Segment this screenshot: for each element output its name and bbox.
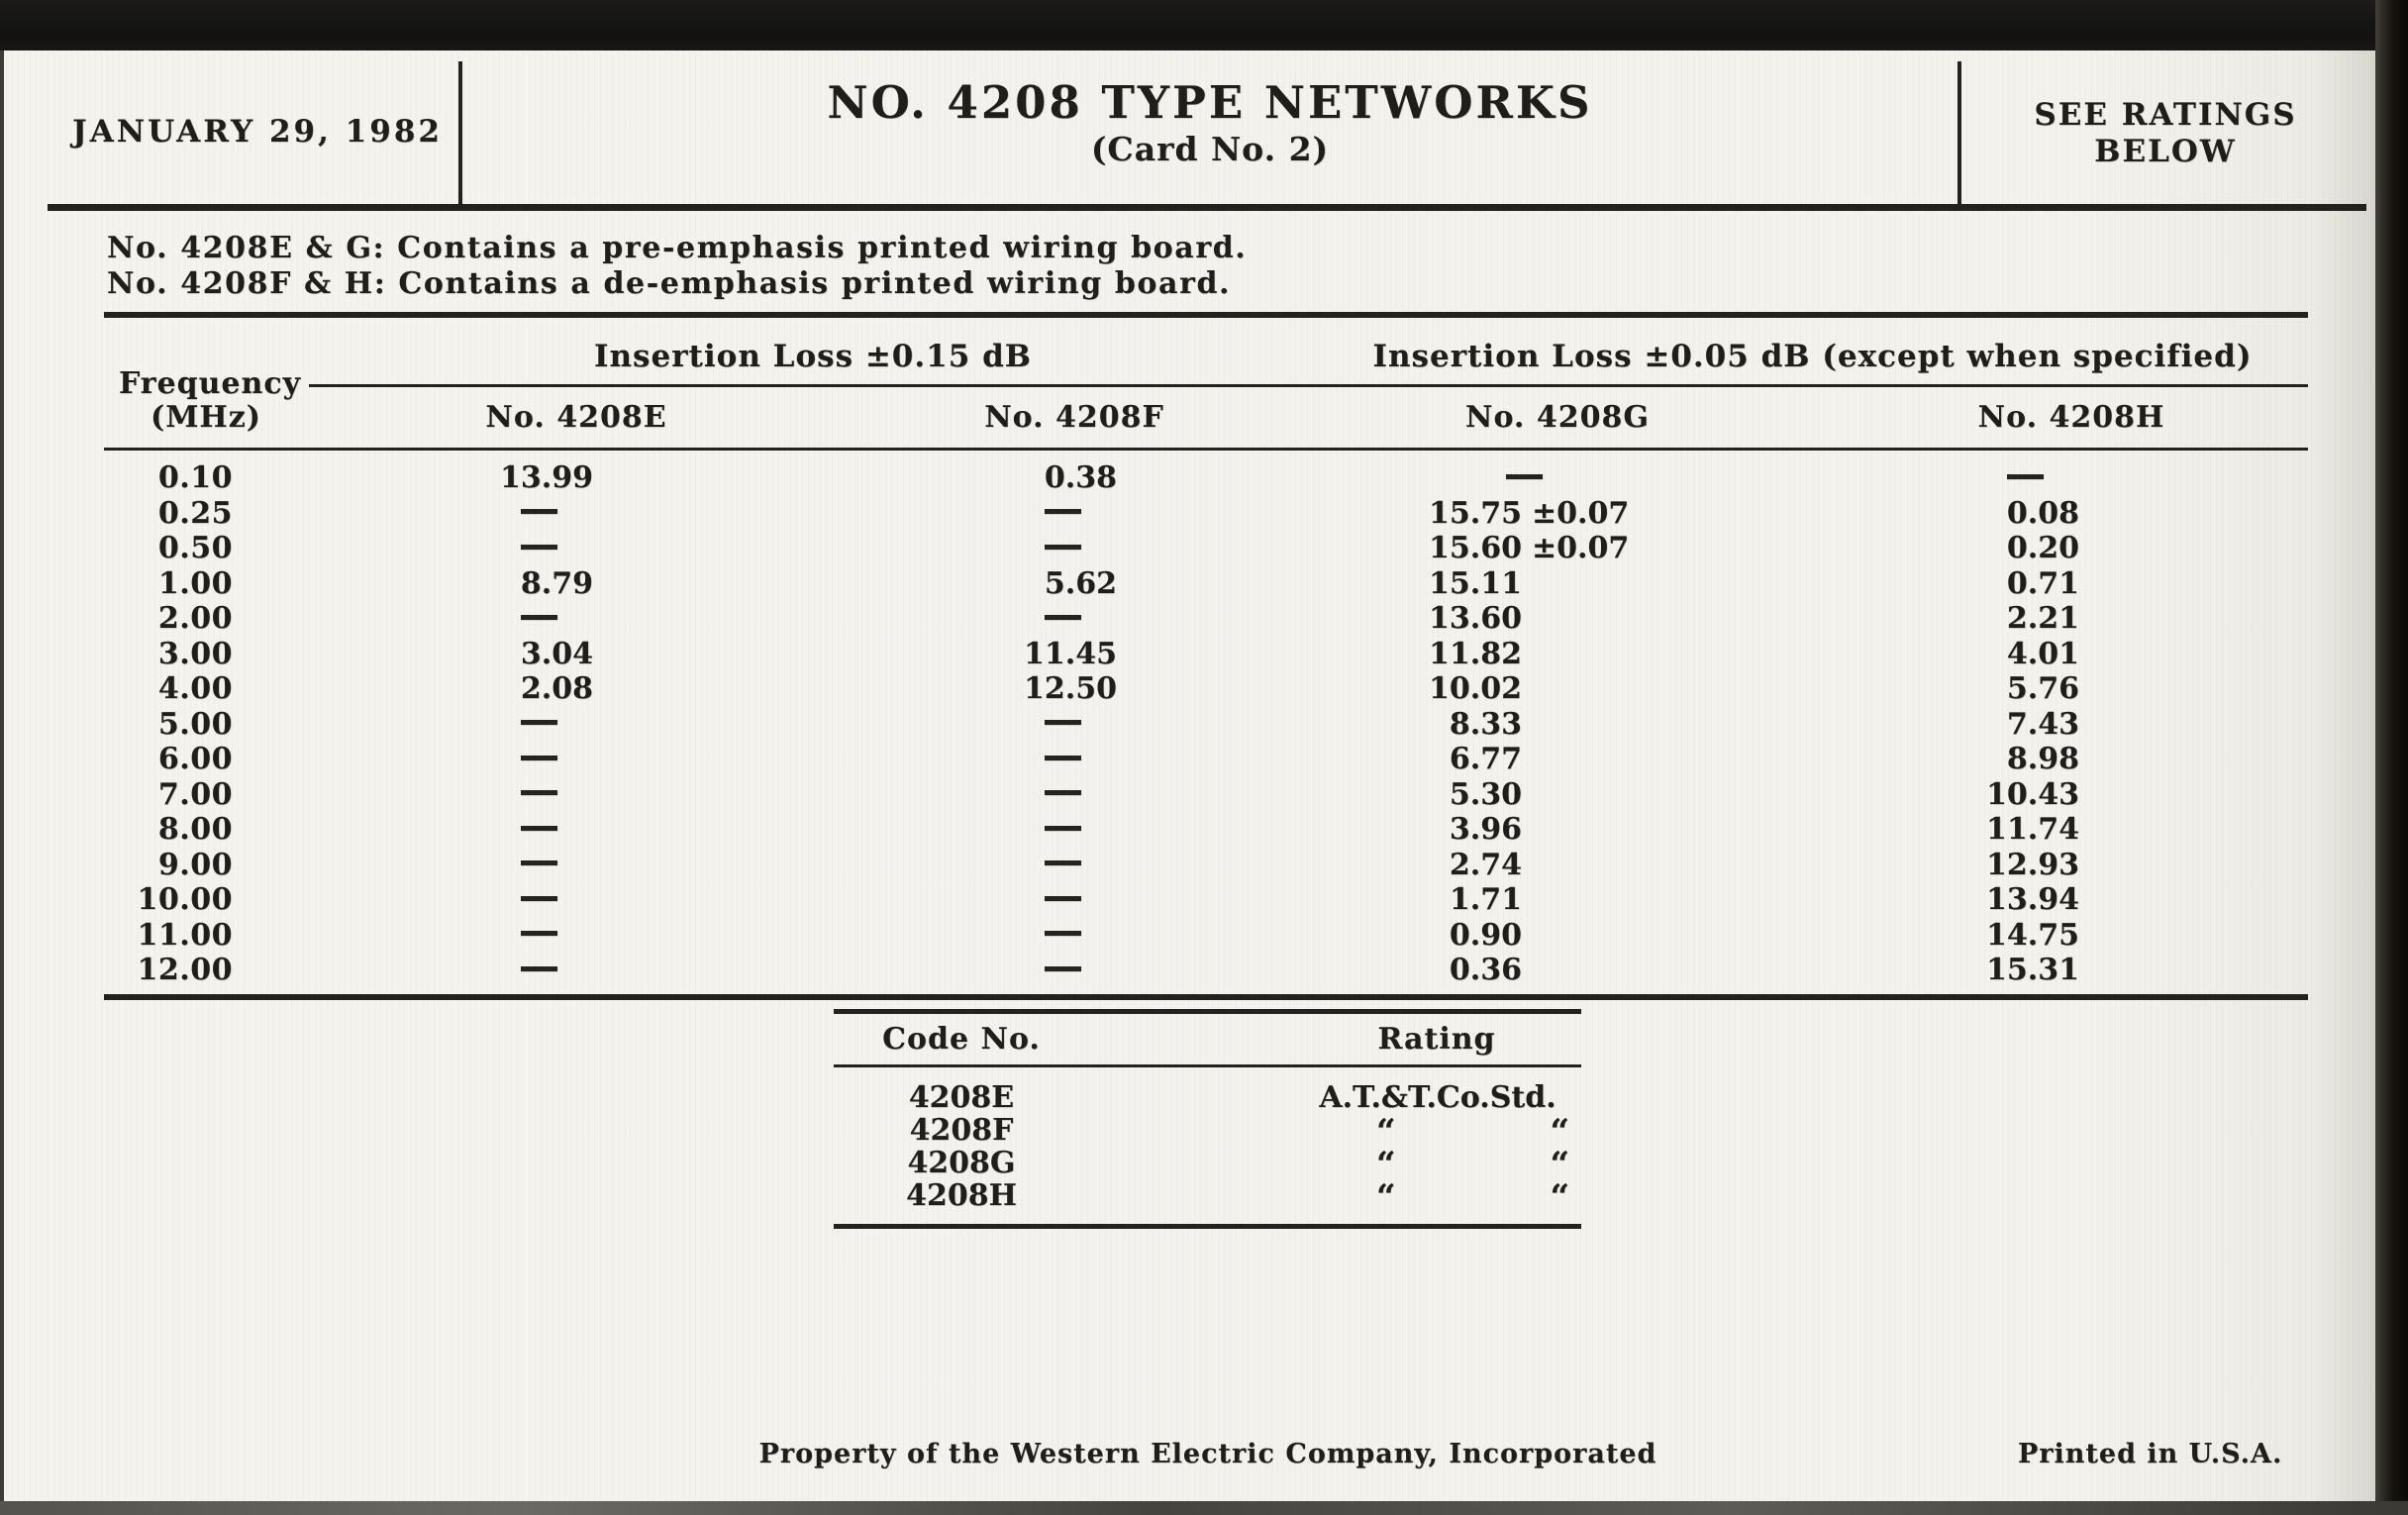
table-row — [0, 602, 2408, 636]
cell-4208e: 2.08 — [520, 671, 593, 706]
cell-4208e — [484, 778, 593, 812]
see-ratings-line2: BELOW — [2094, 134, 2237, 169]
table-row — [0, 849, 2408, 882]
frequency-cell: 12.00 — [137, 953, 233, 987]
ditto-mark: “ — [1376, 1177, 1396, 1217]
no-value-dash — [1045, 790, 1081, 795]
cell-4208g — [1411, 919, 1637, 953]
table-row — [0, 461, 2408, 495]
cell-4208g — [1411, 602, 1637, 636]
no-value-dash — [1045, 615, 1081, 620]
table-row — [0, 672, 2408, 706]
cell-4208h: 2.21 — [2006, 601, 2079, 636]
tolerance-value: ±0.07 — [1532, 531, 1630, 565]
rating-code-cell: 4208H — [906, 1178, 1017, 1213]
no-value-dash — [521, 509, 557, 514]
insertion-loss-value: 0.36 — [1449, 953, 1522, 987]
cell-4208h: 4.01 — [2006, 636, 2079, 671]
rating-code-cell: 4208E — [908, 1080, 1015, 1115]
frequency-cell: 6.00 — [157, 742, 233, 776]
card-subtitle: (Card No. 2) — [1090, 130, 1330, 168]
no-value-dash — [1045, 509, 1081, 514]
cell-4208e — [484, 497, 593, 531]
no-value-dash — [521, 896, 557, 901]
cell-4208h: 12.93 — [1986, 847, 2079, 882]
issue-date: JANUARY 29, 1982 — [72, 114, 443, 150]
no-value-dash — [1045, 860, 1081, 865]
rating-ditto-cell — [1376, 1114, 1569, 1150]
cell-4208f — [1008, 813, 1117, 847]
rating-table-row — [0, 1177, 2408, 1217]
cell-4208g — [1411, 883, 1637, 917]
no-value-dash — [521, 826, 557, 831]
no-value-dash — [521, 615, 557, 620]
insertion-loss-value: 11.82 — [1429, 636, 1522, 671]
cell-4208f — [1008, 919, 1117, 953]
insertion-loss-value: 0.90 — [1449, 917, 1522, 953]
ditto-mark: “ — [1376, 1112, 1396, 1152]
cell-4208e: 8.79 — [520, 565, 593, 601]
cell-4208g — [1411, 497, 1637, 531]
frequency-cell: 9.00 — [157, 847, 233, 882]
table-row — [0, 532, 2408, 565]
cell-4208e — [484, 708, 593, 742]
rating-code-cell: 4208G — [907, 1146, 1016, 1180]
no-value-dash — [1506, 474, 1543, 479]
tolerance-value: ±0.07 — [1532, 495, 1630, 531]
cell-4208h: 10.43 — [1986, 776, 2079, 812]
rating-table-row — [0, 1081, 2408, 1114]
no-value-dash — [2007, 474, 2044, 479]
cell-4208h: 7.43 — [2006, 706, 2079, 742]
no-value-dash — [1045, 756, 1081, 760]
insertion-loss-value: 15.60 — [1429, 531, 1522, 565]
rating-header-code: Code No. — [882, 1022, 1041, 1057]
ditto-mark: “ — [1376, 1145, 1396, 1184]
cell-4208e — [484, 813, 593, 847]
cell-4208h: 13.94 — [1986, 882, 2079, 917]
cell-4208h: 0.71 — [2006, 565, 2079, 601]
frequency-cell: 3.00 — [157, 636, 233, 671]
insertion-loss-value: 8.33 — [1449, 706, 1522, 742]
rating-code-cell: 4208F — [909, 1113, 1014, 1148]
column-header-4208g: No. 4208G — [1465, 400, 1650, 435]
table-header-rule — [104, 448, 2308, 451]
cell-4208f — [1008, 883, 1117, 917]
cell-4208f — [1008, 532, 1117, 565]
column-header-4208e: No. 4208E — [485, 400, 667, 435]
cell-4208h: 0.20 — [2006, 531, 2079, 565]
insertion-loss-value: 13.60 — [1429, 601, 1522, 636]
table-top-rule — [104, 312, 2308, 318]
no-value-dash — [521, 720, 557, 725]
table-bottom-rule — [104, 994, 2308, 1000]
no-value-dash — [521, 966, 557, 971]
cell-4208e — [484, 743, 593, 776]
cell-4208h: 0.08 — [2006, 495, 2079, 531]
cell-4208h: 5.76 — [2006, 671, 2079, 706]
frequency-cell: 2.00 — [157, 601, 233, 636]
table-row — [0, 954, 2408, 987]
no-value-dash — [1045, 931, 1081, 936]
table-row — [0, 743, 2408, 776]
table-row — [0, 778, 2408, 812]
cell-4208f: 12.50 — [1024, 671, 1117, 706]
table-row — [0, 813, 2408, 847]
cell-4208f: 5.62 — [1044, 565, 1117, 601]
frequency-cell: 0.10 — [157, 460, 233, 495]
ditto-mark: “ — [1550, 1177, 1569, 1217]
cell-4208h — [1970, 461, 2079, 495]
cell-4208f — [1008, 708, 1117, 742]
cell-4208h: 15.31 — [1986, 953, 2079, 987]
table-row — [0, 919, 2408, 953]
column-header-4208f: No. 4208F — [984, 400, 1164, 435]
cell-4208e — [484, 532, 593, 565]
cell-4208g — [1411, 461, 1637, 495]
card-title: NO. 4208 TYPE NETWORKS — [827, 76, 1593, 129]
ditto-mark: “ — [1550, 1112, 1569, 1152]
no-value-dash — [521, 790, 557, 795]
rating-table-bottom-rule — [834, 1224, 1581, 1229]
insertion-loss-value: 15.11 — [1429, 565, 1522, 601]
frequency-cell: 0.25 — [157, 495, 233, 531]
frequency-cell: 8.00 — [157, 812, 233, 847]
table-row — [0, 567, 2408, 601]
cell-4208f: 11.45 — [1024, 636, 1117, 671]
cell-4208g — [1411, 778, 1637, 812]
cell-4208g — [1411, 567, 1637, 601]
cell-4208h: 11.74 — [1986, 812, 2079, 847]
table-row — [0, 883, 2408, 917]
insertion-loss-value: 2.74 — [1449, 847, 1522, 882]
cell-4208e — [484, 883, 593, 917]
rating-header-rating: Rating — [1377, 1022, 1496, 1057]
frequency-cell: 0.50 — [157, 531, 233, 565]
cell-4208f — [1008, 497, 1117, 531]
property-note: Property of the Western Electric Company, Incorporated — [758, 1439, 1657, 1469]
no-value-dash — [1045, 896, 1081, 901]
cell-4208g — [1411, 708, 1637, 742]
table-row — [0, 497, 2408, 531]
cell-4208e — [484, 849, 593, 882]
cell-4208f — [1008, 849, 1117, 882]
frequency-cell: 1.00 — [157, 565, 233, 601]
no-value-dash — [521, 860, 557, 865]
cell-4208f — [1008, 602, 1117, 636]
rating-value-cell: A.T.&T.Co.Std. — [1319, 1080, 1556, 1115]
cell-4208g — [1411, 813, 1637, 847]
cell-4208g — [1411, 743, 1637, 776]
note-pre-emphasis: No. 4208E & G: Contains a pre-emphasis printed wiring board. — [107, 231, 1248, 265]
no-value-dash — [1045, 545, 1081, 550]
no-value-dash — [521, 545, 557, 550]
cell-4208h: 14.75 — [1986, 917, 2079, 953]
scan-top-edge — [0, 0, 2408, 50]
cell-4208h: 8.98 — [2006, 742, 2079, 776]
cell-4208f: 0.38 — [1044, 460, 1117, 495]
cell-4208g — [1411, 532, 1637, 565]
see-ratings-note — [1961, 97, 2369, 170]
cell-4208g — [1411, 954, 1637, 987]
insertion-loss-value: 6.77 — [1449, 742, 1522, 776]
frequency-cell: 5.00 — [157, 706, 233, 742]
rating-table-top-rule — [834, 1009, 1581, 1014]
cell-4208g — [1411, 849, 1637, 882]
no-value-dash — [521, 756, 557, 760]
printed-note: Printed in U.S.A. — [2018, 1439, 2283, 1469]
no-value-dash — [1045, 966, 1081, 971]
cell-4208f — [1008, 743, 1117, 776]
insertion-loss-value: 5.30 — [1449, 776, 1522, 812]
frequency-cell: 7.00 — [157, 776, 233, 812]
cell-4208f — [1008, 778, 1117, 812]
insertion-loss-value: 3.96 — [1449, 812, 1522, 847]
frequency-header: Frequency — [118, 366, 302, 401]
rating-table-row — [0, 1112, 2408, 1152]
cell-4208e: 3.04 — [520, 636, 593, 671]
table-group-rule — [309, 384, 2308, 387]
no-value-dash — [1045, 720, 1081, 725]
group-header-005db: Insertion Loss ±0.05 dB (except when specified) — [1372, 339, 2253, 374]
frequency-unit-header: (MHz) — [150, 400, 261, 435]
no-value-dash — [1045, 826, 1081, 831]
cell-4208g — [1411, 672, 1637, 706]
frequency-cell: 4.00 — [157, 671, 233, 706]
rating-table-header-rule — [834, 1064, 1581, 1067]
ditto-mark: “ — [1550, 1145, 1569, 1184]
rating-ditto-cell — [1376, 1179, 1569, 1215]
column-header-4208h: No. 4208H — [1977, 400, 2165, 435]
scan-bottom-edge — [0, 1501, 2408, 1515]
frequency-cell: 11.00 — [137, 917, 233, 953]
table-row — [0, 638, 2408, 671]
cell-4208e — [484, 919, 593, 953]
header-rule — [48, 204, 2366, 211]
cell-4208e — [484, 602, 593, 636]
rating-table-row — [0, 1145, 2408, 1184]
note-de-emphasis: No. 4208F & H: Contains a de-emphasis printed wiring board. — [107, 266, 1232, 301]
table-row — [0, 708, 2408, 742]
cell-4208e — [484, 954, 593, 987]
insertion-loss-value: 15.75 — [1429, 495, 1522, 531]
cell-4208g — [1411, 638, 1637, 671]
no-value-dash — [521, 931, 557, 936]
cell-4208e: 13.99 — [500, 460, 593, 495]
frequency-cell: 10.00 — [137, 882, 233, 917]
rating-ditto-cell — [1376, 1147, 1569, 1182]
cell-4208f — [1008, 954, 1117, 987]
see-ratings-line1: SEE RATINGS — [2034, 97, 2297, 133]
group-header-015db: Insertion Loss ±0.15 dB — [594, 339, 1032, 374]
insertion-loss-value: 10.02 — [1429, 671, 1522, 706]
insertion-loss-value: 1.71 — [1449, 882, 1522, 917]
